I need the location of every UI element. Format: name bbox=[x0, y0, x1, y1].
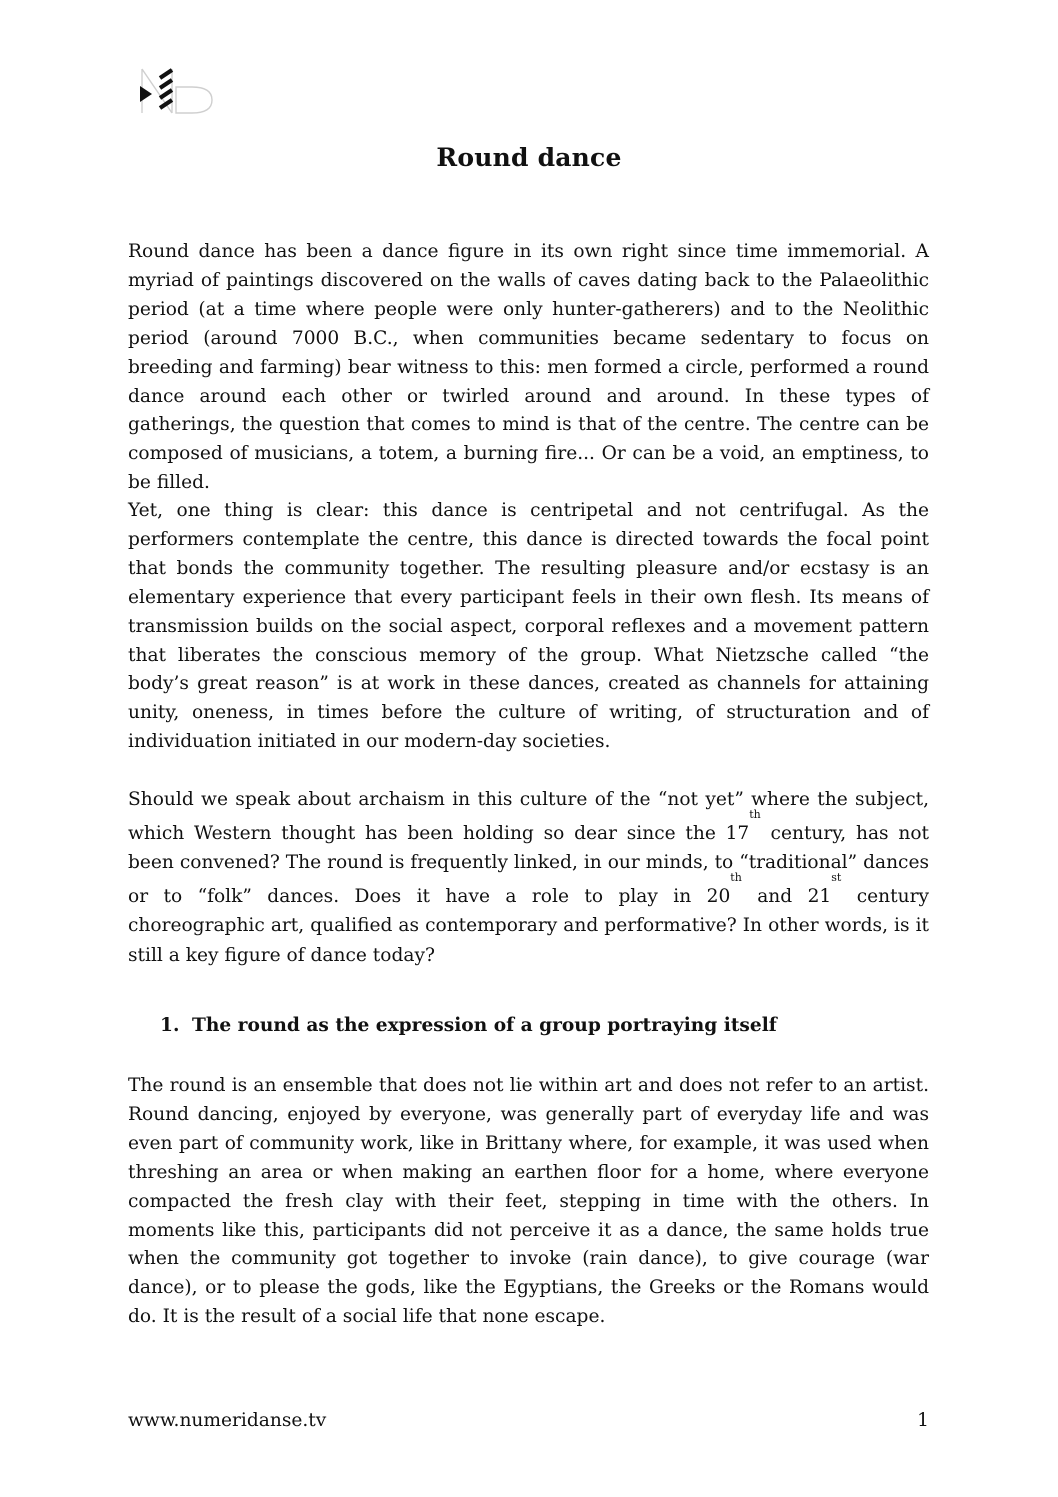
paragraph-archaism-part4: century choreographic art, qualified as contemporary and performative? In other words, is it still a key figure of dance today? bbox=[128, 885, 929, 966]
paragraph-archaism-part3: and 21 bbox=[741, 885, 832, 907]
paragraph-archaism bbox=[128, 785, 929, 970]
section-heading-text: The round as the expression of a group portraying itself bbox=[192, 1015, 777, 1036]
nd-logo-icon bbox=[138, 66, 216, 118]
superscript-ordinal: st bbox=[831, 870, 842, 884]
superscript-ordinal: th bbox=[749, 807, 761, 821]
page-title: Round dance bbox=[436, 143, 622, 172]
paragraph-archaism-part1: Should we speak about archaism in this culture of the “not yet” where the subject, which Western thought has been holding so dear since the 17 bbox=[128, 789, 929, 844]
paragraph-ensemble: The round is an ensemble that does not lie within art and does not refer to an artist. Round dancing, enjoyed by everyone, was generally part of everyday life and was even part of community work, like in Brittany where, for example, it was used when threshing an area or when making an earthen floor for a home, where everyone compacted the fresh clay with their feet, stepping in time with the others. In moments like this, participants did not perceive it as a dance, the same holds true when the community got together to invoke (rain dance), to give courage (war dance), or to please the gods, like the Egyptians, the Greeks or the Romans would do. It is the result of a social life that none escape. bbox=[128, 1075, 929, 1328]
footer-page-number: 1 bbox=[917, 1410, 929, 1431]
superscript-ordinal: th bbox=[730, 870, 742, 884]
section-heading bbox=[160, 1015, 777, 1036]
section-number: 1. bbox=[160, 1015, 180, 1036]
paragraph-intro: Round dance has been a dance figure in its own right since time immemorial. A myriad of paintings discovered on the walls of caves dating back to the Palaeolithic period (at a time where people were only hunter-gatherers) and to the Neolithic period (around 7000 B.C., when communities became sedentary to focus on breeding and farming) bear witness to this: men formed a circle, performed a round dance around each other or twirled around and around. In these types of gatherings, the question that comes to mind is that of the centre. The centre can be composed of musicians, a totem, a burning fire... Or can be a void, an emptiness, to be filled. bbox=[128, 241, 929, 494]
paragraph-archaism-part2: century, has not been convened? The round is frequently linked, in our minds, to “traditional” dances or to “folk” dances. Does it have a role to play in 20 bbox=[128, 822, 929, 907]
footer-website: www.numeridanse.tv bbox=[128, 1410, 327, 1431]
paragraph-centripetal: Yet, one thing is clear: this dance is centripetal and not centrifugal. As the performers contemplate the centre, this dance is directed towards the focal point that bonds the community together. The resulting pleasure and/or ecstasy is an elementary experience that every participant feels in their own flesh. Its means of transmission builds on the social aspect, corporal reflexes and a movement pattern that liberates the conscious memory of the group. What Nietzsche called “the body’s great reason” is at work in these dances, created as channels for attaining unity, oneness, in times before the culture of writing, of structuration and of individuation initiated in our modern-day societies. bbox=[128, 500, 929, 753]
